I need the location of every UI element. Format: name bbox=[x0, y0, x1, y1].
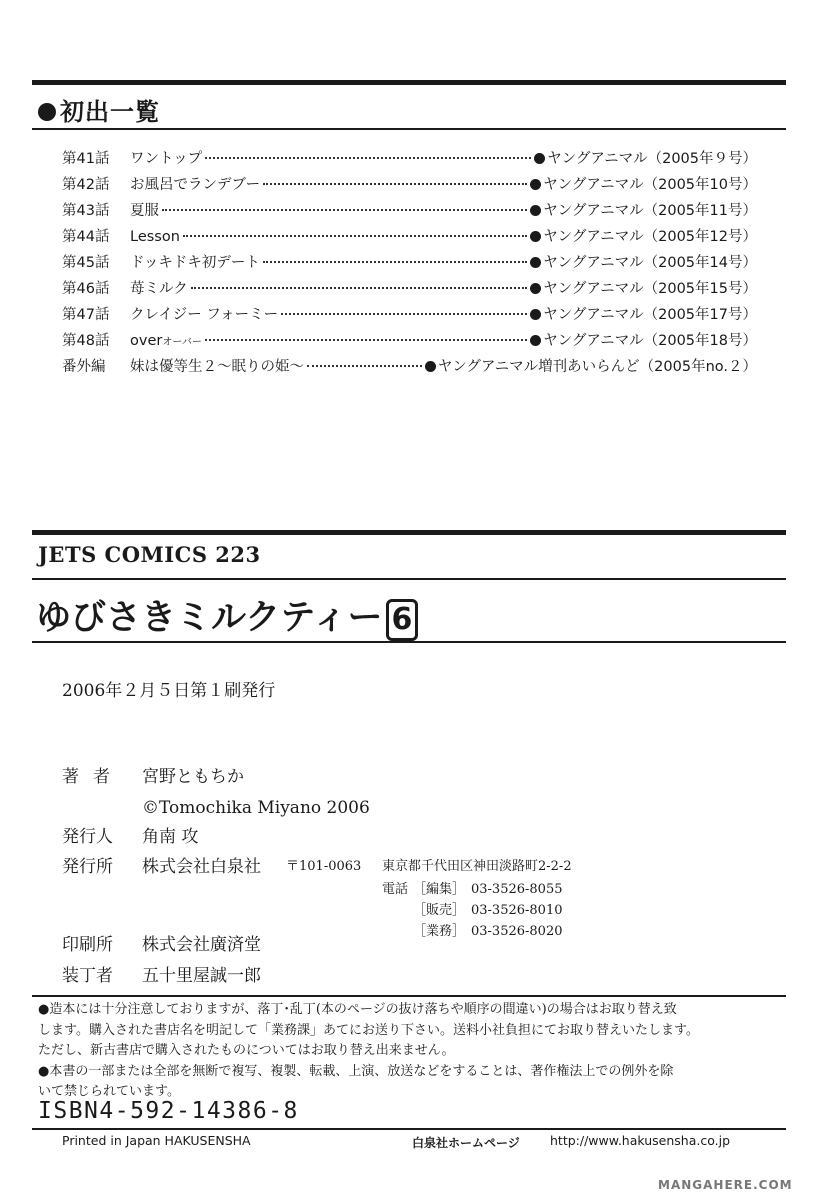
leader-dots bbox=[263, 183, 527, 185]
chapter-title: ドッキドキ初デート bbox=[130, 255, 260, 271]
chapter-title: 夏服 bbox=[130, 203, 159, 219]
publication-text: ヤングアニマル（2005年10号） bbox=[543, 177, 757, 193]
bullet-icon bbox=[38, 103, 56, 121]
phone-number: 03-3526-8055 bbox=[471, 882, 563, 897]
chapter-number: 第45話 bbox=[62, 255, 110, 271]
issuer-name: 角南 攻 bbox=[142, 827, 199, 847]
issuer-row bbox=[62, 822, 198, 847]
publication bbox=[530, 225, 757, 246]
designer-row bbox=[62, 961, 261, 986]
phone-number: 03-3526-8020 bbox=[471, 924, 563, 939]
chapter-title-text: over bbox=[130, 333, 163, 349]
book-title-underline bbox=[32, 641, 786, 643]
list-item bbox=[62, 355, 757, 381]
notice-line: ただし、新古書店で購入されたものについてはお取り替え出来ません。 bbox=[38, 1043, 455, 1058]
printer-row bbox=[62, 930, 261, 955]
book-title-text: ゆびさきミルクティー bbox=[36, 598, 383, 638]
issuer-label: 発行人 bbox=[62, 827, 113, 847]
notice-rule bbox=[32, 995, 786, 997]
phone-row bbox=[382, 920, 563, 941]
phone-list bbox=[382, 878, 563, 941]
chapter-number: 第43話 bbox=[62, 203, 110, 219]
leader-dots bbox=[191, 287, 528, 289]
list-item bbox=[62, 173, 757, 199]
colophon-top-rule bbox=[32, 530, 786, 535]
publication bbox=[530, 329, 757, 350]
author-row bbox=[62, 762, 244, 787]
chapter-number: 第48話 bbox=[62, 333, 110, 349]
designer-label: 装丁者 bbox=[62, 966, 113, 986]
chapter-number: 第47話 bbox=[62, 307, 110, 323]
notice-line: します。購入された書店名を明記して「業務課」あてにお送り下さい。送料小社負担にてお取り替えいたします。 bbox=[38, 1022, 699, 1038]
series-underline bbox=[32, 578, 786, 580]
bullet-icon bbox=[530, 257, 541, 268]
top-rule bbox=[32, 80, 786, 85]
notice-line: いて禁じられています。 bbox=[38, 1084, 180, 1099]
first-appearances-title-text: 初出一覧 bbox=[60, 98, 160, 126]
list-item bbox=[62, 147, 757, 173]
publisher-name: 株式会社白泉社 bbox=[142, 857, 261, 877]
series-label: JETS COMICS 223 bbox=[38, 542, 261, 567]
chapter-title: 妹は優等生２〜眠りの姫〜 bbox=[130, 359, 304, 375]
issue-date: 2006年２月５日第１刷発行 bbox=[62, 681, 276, 701]
chapter-title: お風呂でランデブー bbox=[130, 177, 261, 193]
bullet-icon bbox=[530, 231, 541, 242]
chapter-number: 第44話 bbox=[62, 229, 110, 245]
leader-dots bbox=[263, 261, 527, 263]
leader-dots bbox=[205, 339, 527, 341]
volume-number: 6 bbox=[386, 599, 419, 641]
phone-dept: ［販売］ bbox=[413, 903, 466, 918]
publication bbox=[530, 303, 757, 324]
chapter-number: 第41話 bbox=[62, 151, 110, 167]
printed-in: Printed in Japan HAKUSENSHA bbox=[62, 1133, 251, 1148]
publication-text: ヤングアニマル（2005年12号） bbox=[543, 229, 757, 245]
footer-rule bbox=[32, 1128, 786, 1130]
phone-row bbox=[382, 899, 563, 920]
publication-text: ヤングアニマル（2005年９号） bbox=[547, 151, 757, 167]
leader-dots bbox=[307, 365, 422, 367]
first-appearances-title bbox=[38, 92, 160, 127]
publication-text: ヤングアニマル（2005年17号） bbox=[543, 307, 757, 323]
postal-code: 〒101-0063 bbox=[286, 859, 362, 874]
bullet-icon bbox=[425, 361, 436, 372]
chapter-number: 第46話 bbox=[62, 281, 110, 297]
homepage-label: 白泉社ホームページ bbox=[412, 1136, 520, 1150]
bullet-icon bbox=[530, 205, 541, 216]
list-item bbox=[62, 199, 757, 225]
phone-label: 電話 bbox=[382, 882, 409, 897]
homepage-url: http://www.hakusensha.co.jp bbox=[550, 1133, 731, 1148]
leader-dots bbox=[183, 235, 527, 237]
notice-line: ●本書の一部または全部を無断で複写、複製、転載、上演、放送などをすることは、著作権法上での例外を除 bbox=[38, 1063, 674, 1079]
notice bbox=[38, 1000, 783, 1103]
chapter-number: 第42話 bbox=[62, 177, 110, 193]
bullet-icon bbox=[530, 179, 541, 190]
author-name: 宮野ともちか bbox=[142, 767, 244, 787]
phone-dept: ［編集］ bbox=[413, 882, 466, 897]
chapter-title: クレイジー フォーミー bbox=[130, 307, 279, 323]
list-item bbox=[62, 277, 757, 303]
book-title bbox=[36, 590, 418, 641]
copyright: ©Tomochika Miyano 2006 bbox=[142, 798, 370, 818]
bullet-icon bbox=[530, 309, 541, 320]
notice-line: ●造本には十分注意しておりますが、落丁･乱丁(本のページの抜け落ちや順序の間違い)の場合はお取り替え致 bbox=[38, 1002, 677, 1017]
chapter-title: 苺ミルク bbox=[130, 281, 188, 297]
publication-text: ヤングアニマル（2005年11号） bbox=[543, 203, 757, 219]
bullet-icon bbox=[534, 153, 545, 164]
title-underline bbox=[32, 128, 786, 130]
printer-name: 株式会社廣済堂 bbox=[142, 935, 261, 955]
publication bbox=[534, 147, 757, 168]
first-appearances-list bbox=[62, 147, 757, 381]
list-item bbox=[62, 329, 757, 355]
author-label: 著者 bbox=[62, 767, 124, 787]
list-item bbox=[62, 225, 757, 251]
publication-text: ヤングアニマル（2005年15号） bbox=[543, 281, 757, 297]
bullet-icon bbox=[530, 283, 541, 294]
publication-text: ヤングアニマル（2005年18号） bbox=[543, 333, 757, 349]
publication bbox=[530, 199, 757, 220]
leader-dots bbox=[162, 209, 527, 211]
watermark: MANGAHERE.COM bbox=[658, 1178, 793, 1192]
bullet-icon bbox=[530, 335, 541, 346]
publication bbox=[530, 251, 757, 272]
publication bbox=[530, 277, 757, 298]
designer-name: 五十里屋誠一郎 bbox=[142, 966, 261, 986]
publication bbox=[425, 355, 757, 376]
phone-dept: ［業務］ bbox=[413, 924, 466, 939]
phone-row bbox=[382, 878, 563, 899]
list-item bbox=[62, 251, 757, 277]
printer-label: 印刷所 bbox=[62, 935, 113, 955]
publisher-address: 東京都千代田区神田淡路町2-2-2 bbox=[382, 859, 572, 874]
list-item bbox=[62, 303, 757, 329]
publication-text: ヤングアニマル（2005年14号） bbox=[543, 255, 757, 271]
chapter-title bbox=[130, 333, 202, 349]
leader-dots bbox=[205, 157, 531, 159]
publication-text: ヤングアニマル増刊あいらんど（2005年no.２） bbox=[437, 359, 757, 375]
chapter-title: Lesson bbox=[130, 229, 180, 245]
chapter-number: 番外編 bbox=[62, 359, 106, 375]
leader-dots bbox=[281, 313, 527, 315]
phone-number: 03-3526-8010 bbox=[471, 903, 563, 918]
isbn: ISBN4-592-14386-8 bbox=[38, 1098, 299, 1124]
publication bbox=[530, 173, 757, 194]
publisher-row bbox=[62, 852, 572, 939]
chapter-title-ruby: オーバー bbox=[162, 337, 202, 348]
chapter-title: ワントップ bbox=[130, 151, 203, 167]
publisher-label: 発行所 bbox=[62, 857, 113, 877]
